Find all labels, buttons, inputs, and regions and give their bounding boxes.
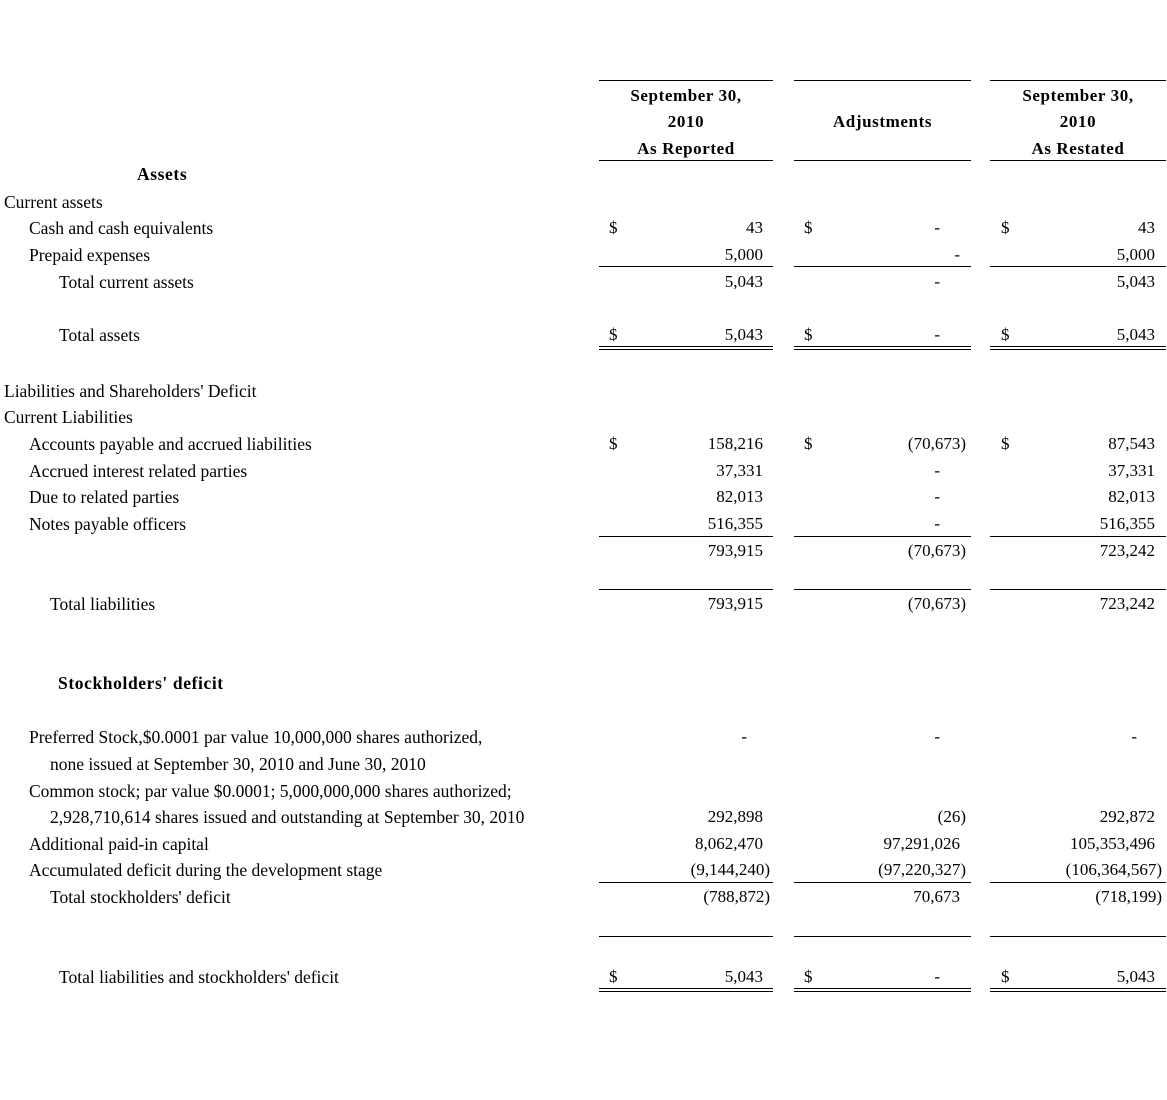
due-related-label: Due to related parties	[29, 487, 180, 507]
accrued-interest-adjustment: -	[934, 461, 940, 480]
accum-deficit-label: Accumulated deficit during the development stage	[29, 860, 383, 880]
current-liabilities-label: Current Liabilities	[4, 407, 133, 427]
subtotal-rule	[990, 266, 1166, 267]
accum-deficit-adjustment: (97,220,327)	[878, 860, 966, 879]
assets-heading: Assets	[137, 164, 188, 184]
accrued-interest-label: Accrued interest related parties	[29, 461, 248, 481]
total-liabilities-reported: 793,915	[707, 594, 763, 613]
common-label-line1: Common stock; par value $0.0001; 5,000,000,000 shares authorized;	[29, 781, 512, 801]
ap-label: Accounts payable and accrued liabilities	[29, 434, 312, 454]
currency-sign: $	[1001, 218, 1010, 237]
prepaid-label: Prepaid expenses	[29, 245, 151, 265]
cash-adjustment: -	[934, 218, 940, 237]
subtotal-rule	[599, 936, 773, 937]
cash-restated: 43	[1138, 218, 1155, 237]
header-bottom-rule-col3	[990, 160, 1166, 161]
accrued-interest-reported: 37,331	[716, 461, 763, 480]
liabilities-subtotal-adjustment: (70,673)	[907, 541, 966, 560]
total-liabilities-adjustment: (70,673)	[907, 594, 966, 613]
currency-sign: $	[1001, 325, 1010, 344]
currency-sign: $	[609, 434, 618, 453]
prepaid-adjustment: -	[954, 245, 960, 264]
col1-header-line2: 2010	[667, 112, 705, 131]
subtotal-rule	[990, 882, 1166, 883]
header-bottom-rule-col2	[794, 160, 971, 161]
total-liabilities-restated: 723,242	[1099, 594, 1155, 613]
header-top-rule-col2	[794, 80, 971, 81]
subtotal-rule	[599, 589, 773, 590]
currency-sign: $	[804, 967, 813, 986]
currency-sign: $	[804, 434, 813, 453]
header-bottom-rule-col1	[599, 160, 773, 161]
currency-sign: $	[1001, 967, 1010, 986]
col3-header-line3: As Restated	[1031, 139, 1125, 158]
stockholders-deficit-heading: Stockholders' deficit	[58, 673, 224, 693]
common-label-line2: 2,928,710,614 shares issued and outstanding at September 30, 2010	[50, 807, 525, 827]
common-restated: 292,872	[1099, 807, 1155, 826]
total-sd-reported: (788,872)	[703, 887, 770, 906]
common-adjustment: (26)	[937, 807, 966, 826]
total-assets-reported: 5,043	[724, 325, 763, 344]
apic-label: Additional paid-in capital	[29, 834, 209, 854]
cash-reported: 43	[746, 218, 763, 237]
total-le-reported: 5,043	[724, 967, 763, 986]
current-assets-label: Current assets	[4, 192, 103, 212]
accrued-interest-restated: 37,331	[1108, 461, 1155, 480]
total-liabilities-label: Total liabilities	[50, 594, 156, 614]
notes-payable-label: Notes payable officers	[29, 514, 187, 534]
double-underline	[990, 988, 1166, 992]
total-current-assets-adjustment: -	[934, 272, 940, 291]
subtotal-rule	[794, 266, 971, 267]
liabilities-subtotal-restated: 723,242	[1099, 541, 1155, 560]
total-current-assets-restated: 5,043	[1116, 272, 1155, 291]
subtotal-rule	[599, 266, 773, 267]
total-assets-restated: 5,043	[1116, 325, 1155, 344]
subtotal-rule	[794, 589, 971, 590]
total-current-assets-label: Total current assets	[59, 272, 194, 292]
col2-header: Adjustments	[832, 112, 933, 131]
common-reported: 292,898	[707, 807, 763, 826]
subtotal-rule	[990, 589, 1166, 590]
header-top-rule-col1	[599, 80, 773, 81]
subtotal-rule	[794, 882, 971, 883]
due-related-restated: 82,013	[1108, 487, 1155, 506]
total-assets-adjustment: -	[934, 325, 940, 344]
double-underline	[794, 988, 971, 992]
currency-sign: $	[1001, 434, 1010, 453]
due-related-adjustment: -	[934, 487, 940, 506]
prepaid-restated: 5,000	[1116, 245, 1155, 264]
subtotal-rule	[990, 936, 1166, 937]
notes-payable-reported: 516,355	[707, 514, 763, 533]
preferred-label-line2: none issued at September 30, 2010 and June 30, 2010	[50, 754, 426, 774]
ap-reported: 158,216	[707, 434, 763, 453]
due-related-reported: 82,013	[716, 487, 763, 506]
cash-label: Cash and cash equivalents	[29, 218, 214, 238]
double-underline	[599, 346, 773, 350]
accum-deficit-reported: (9,144,240)	[690, 860, 770, 879]
header-top-rule-col3	[990, 80, 1166, 81]
col1-header-line3: As Reported	[637, 139, 735, 158]
prepaid-reported: 5,000	[724, 245, 763, 264]
currency-sign: $	[609, 967, 618, 986]
ap-restated: 87,543	[1108, 434, 1155, 453]
double-underline	[794, 346, 971, 350]
total-sd-restated: (718,199)	[1095, 887, 1162, 906]
preferred-label-line1: Preferred Stock,$0.0001 par value 10,000,000 shares authorized,	[29, 727, 483, 747]
currency-sign: $	[609, 218, 618, 237]
apic-restated: 105,353,496	[1070, 834, 1155, 853]
subtotal-rule	[990, 536, 1166, 537]
liabilities-equity-heading: Liabilities and Shareholders' Deficit	[4, 381, 257, 401]
col3-header-line2: 2010	[1059, 112, 1097, 131]
preferred-reported: -	[741, 727, 747, 746]
notes-payable-adjustment: -	[934, 514, 940, 533]
total-sd-adjustment: 70,673	[913, 887, 960, 906]
accum-deficit-restated: (106,364,567)	[1065, 860, 1162, 879]
apic-adjustment: 97,291,026	[883, 834, 960, 853]
preferred-restated: -	[1131, 727, 1137, 746]
notes-payable-restated: 516,355	[1099, 514, 1155, 533]
subtotal-rule	[794, 936, 971, 937]
ap-adjustment: (70,673)	[907, 434, 966, 453]
liabilities-subtotal-reported: 793,915	[707, 541, 763, 560]
subtotal-rule	[599, 536, 773, 537]
currency-sign: $	[804, 325, 813, 344]
total-assets-label: Total assets	[59, 325, 140, 345]
total-le-restated: 5,043	[1116, 967, 1155, 986]
double-underline	[990, 346, 1166, 350]
subtotal-rule	[599, 882, 773, 883]
double-underline	[599, 988, 773, 992]
total-le-adjustment: -	[934, 967, 940, 986]
total-le-label: Total liabilities and stockholders' deficit	[59, 967, 339, 987]
col3-header-line1: September 30,	[1022, 86, 1134, 105]
currency-sign: $	[609, 325, 618, 344]
preferred-adjustment: -	[934, 727, 940, 746]
total-sd-label: Total stockholders' deficit	[50, 887, 231, 907]
total-current-assets-reported: 5,043	[724, 272, 763, 291]
apic-reported: 8,062,470	[695, 834, 763, 853]
col1-header-line1: September 30,	[630, 86, 742, 105]
currency-sign: $	[804, 218, 813, 237]
subtotal-rule	[794, 536, 971, 537]
